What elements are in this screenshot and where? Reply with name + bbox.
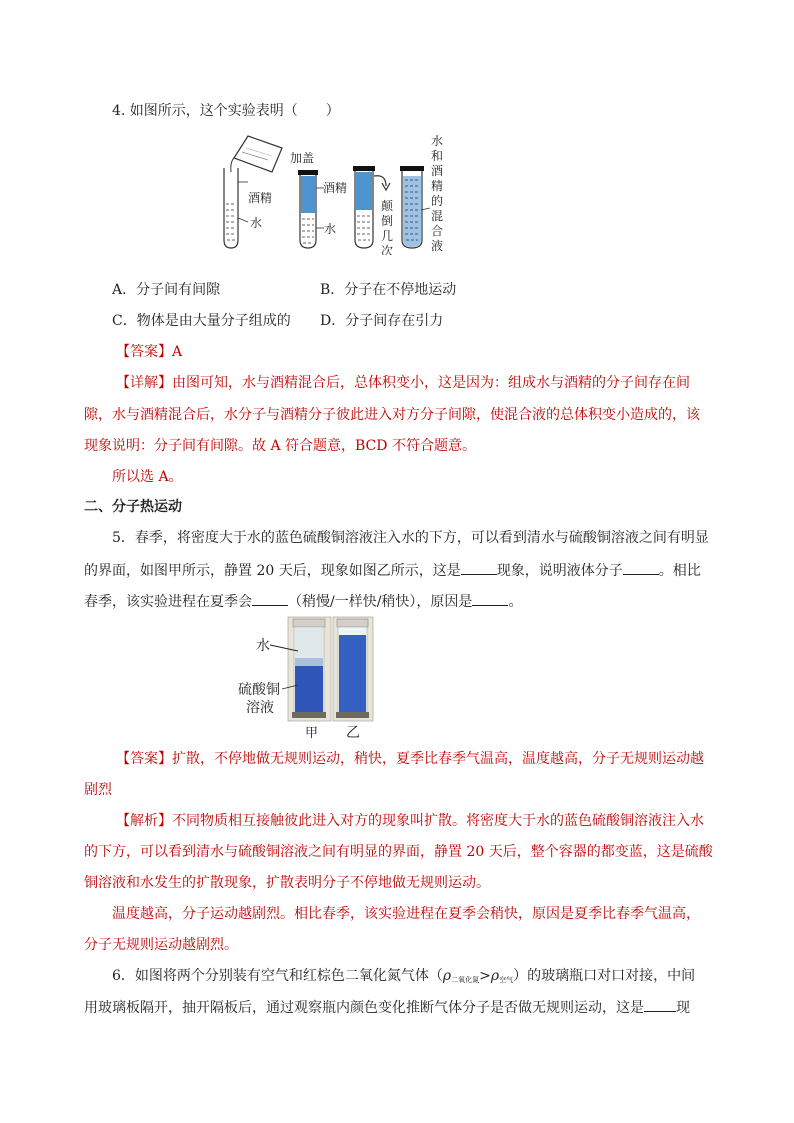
q4-detail-line4: 所以选 A。 — [112, 469, 183, 485]
label-alcohol-2: 酒精 — [323, 181, 348, 195]
label-mix-1: 水 — [431, 134, 444, 148]
option-b: B．分子在不停地运动 — [320, 282, 457, 298]
label-water-1: 水 — [250, 216, 263, 230]
blank-3[interactable] — [252, 591, 288, 606]
option-a: A．分子间有间隙 — [112, 282, 221, 298]
rho-air: ρ — [490, 968, 500, 984]
q5-stem-line3 — [84, 591, 522, 612]
sub-nitro: 二氧化氮 — [451, 976, 480, 984]
answer-tag: 【答案】 — [116, 344, 172, 360]
sub-air: 空气 — [499, 976, 514, 984]
q4-detail-line1 — [116, 373, 690, 393]
q5-stem-2a: 的界面，如图甲所示，静置 20 天后，现象如图乙所示，这是 — [84, 563, 461, 579]
analysis-tag: 【解析】 — [116, 813, 172, 829]
label-water-2: 水 — [324, 222, 337, 236]
label-mix-8: 液 — [431, 239, 444, 253]
gt-sign: > — [479, 968, 491, 984]
label-invert-4: 次 — [381, 244, 394, 255]
detail-text-1: 由图可知，水与酒精混合后，总体积变小，这是因为：组成水与酒精的分子间存在间 — [172, 375, 690, 391]
blank-2[interactable] — [623, 560, 659, 575]
q5-figure — [232, 615, 392, 743]
tube-water — [224, 168, 238, 248]
label-invert-3: 几 — [381, 229, 394, 243]
rho-nitro: ρ — [442, 968, 452, 984]
q5-analysis-line2: 的下方，可以看到清水与硫酸铜溶液之间有明显的界面，静置 20 天后，整个容器的都变蓝，这是硫酸 — [84, 844, 713, 860]
q5-stem-3b: （稍慢/一样快/稍快），原因是 — [288, 594, 473, 610]
label-mix-4: 精 — [431, 179, 444, 193]
q6-stem-line2 — [84, 997, 690, 1018]
label-yi: 乙 — [346, 725, 360, 741]
q5-stem-line2 — [84, 560, 701, 581]
q5-analysis-line5: 分子无规则运动越剧烈。 — [84, 937, 238, 953]
q6-stem-line1 — [112, 966, 695, 990]
q6-stem-1b: ）的玻璃瓶口对口对接，中间 — [513, 968, 696, 984]
q5-answer-line1 — [116, 749, 704, 769]
q5-answer-text: 扩散，不停地做无规则运动，稍快，夏季比春季气温高，温度越高，分子无规则运动越 — [172, 751, 704, 767]
label-invert-1: 颠 — [381, 199, 394, 213]
tube-mixture — [400, 166, 424, 248]
label-mix-3: 酒 — [431, 164, 444, 178]
q5-stem-line1: 5．春季，将密度大于水的蓝色硫酸铜溶液注入水的下方，可以看到清水与硫酸铜溶液之间有明显 — [112, 530, 709, 546]
section-title: 二、分子热运动 — [84, 499, 182, 515]
q5-answer-line2: 剧烈 — [84, 782, 112, 798]
label-cap: 加盖 — [290, 151, 315, 165]
invert-arrow-icon — [374, 176, 386, 186]
label-mix-5: 的 — [431, 194, 444, 208]
label-solution-2: 溶液 — [246, 700, 274, 716]
tube-sealed — [353, 166, 375, 248]
label-mix-6: 混 — [431, 209, 444, 223]
q6-stem-2a: 用玻璃板隔开，抽开隔板后，通过观察瓶内颜色变化推断气体分子是否做无规则运动，这是 — [84, 1000, 644, 1016]
q5-analysis-line1 — [116, 811, 704, 831]
label-mix-2: 和 — [431, 149, 444, 163]
q6-stem-2b: 现 — [676, 1000, 690, 1016]
q4-stem: 4. 如图所示，这个实验表明（ ） — [112, 103, 340, 119]
q5-stem-2b: 现象，说明液体分子 — [496, 563, 623, 579]
label-invert-2: 倒 — [381, 214, 394, 228]
blank-5[interactable] — [644, 997, 676, 1012]
q5-stem-2c: 。相比 — [658, 563, 701, 579]
q4-figure — [210, 130, 470, 255]
tube-alcohol-water — [298, 170, 318, 248]
photo-jia — [288, 617, 331, 721]
pouring-beaker-icon — [231, 136, 282, 172]
q4-answer — [116, 342, 182, 362]
q6-stem-1a: 6．如图将两个分别装有空气和红棕色二氧化氮气体（ — [112, 968, 443, 984]
option-c: C．物体是由大量分子组成的 — [112, 313, 291, 329]
answer-tag: 【答案】 — [116, 751, 172, 767]
q5-analysis-text: 不同物质相互接触彼此进入对方的现象叫扩散。将密度大于水的蓝色硫酸铜溶液注入水 — [172, 813, 704, 829]
option-d: D．分子间存在引力 — [320, 313, 444, 329]
q5-stem-3c: 。 — [508, 594, 523, 610]
label-mix-7: 合 — [431, 224, 444, 238]
label-water: 水 — [256, 638, 270, 654]
blank-4[interactable] — [472, 591, 508, 606]
q5-stem-3a: 春季，该实验进程在夏季会 — [84, 594, 252, 610]
q5-analysis-line4: 温度越高，分子运动越剧烈。相比春季，该实验进程在夏季会稍快，原因是夏季比春季气温高， — [112, 906, 700, 922]
label-jia: 甲 — [305, 726, 319, 741]
photo-yi — [333, 617, 373, 721]
label-alcohol-pour: 酒精 — [248, 191, 273, 205]
q5-analysis-line3: 铜溶液和水发生的扩散现象，扩散表明分子不停地做无规则运动。 — [84, 875, 490, 891]
label-solution-1: 硫酸铜 — [238, 682, 280, 698]
answer-value: A — [172, 344, 183, 360]
blank-1[interactable] — [461, 560, 497, 575]
q4-detail-line2: 隙，水与酒精混合后，水分子与酒精分子彼此进入对方分子间隙，使混合液的总体积变小造成的，该 — [84, 407, 700, 423]
detail-tag: 【详解】 — [116, 375, 172, 391]
q4-detail-line3: 现象说明：分子间有间隙。故 A 符合题意，BCD 不符合题意。 — [84, 438, 476, 454]
